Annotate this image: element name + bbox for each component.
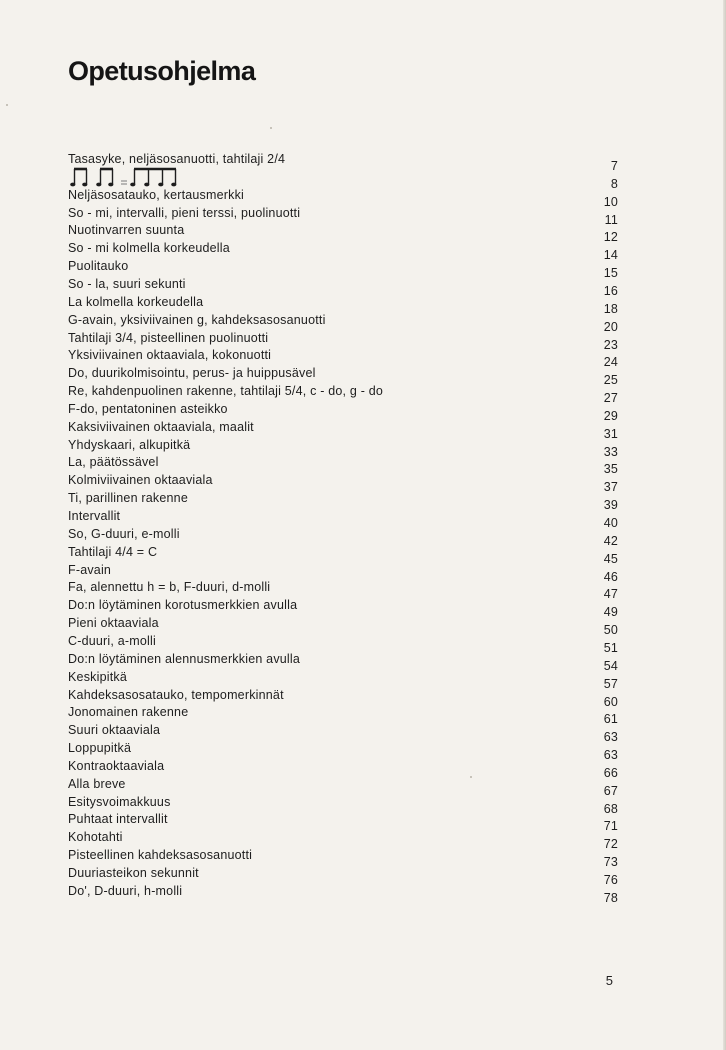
toc-entry xyxy=(0,721,726,745)
toc-entry-page: 76 xyxy=(603,873,618,887)
toc-entry-title: Puolitauko xyxy=(68,259,129,274)
toc-entry-title: Ti, parillinen rakenne xyxy=(68,491,188,506)
toc-entry-title: So - la, suuri sekunti xyxy=(68,276,186,291)
toc-entry xyxy=(0,150,726,173)
toc-entry xyxy=(0,864,726,887)
toc-entry xyxy=(0,596,726,620)
toc-entry-title: Intervallit xyxy=(68,509,121,523)
toc-entry-title: So - mi, intervalli, pieni terssi, puolinuotti xyxy=(68,205,301,220)
toc-entry-page: 35 xyxy=(603,462,618,477)
toc-entry-title: Kohotahti xyxy=(68,830,123,845)
toc-entry xyxy=(0,275,726,298)
toc-entry-title: Tahtilaji 4/4 = C xyxy=(68,544,158,559)
toc-entry xyxy=(0,382,726,406)
toc-entry xyxy=(0,204,726,227)
toc-entry xyxy=(0,614,726,638)
toc-entry-page: 46 xyxy=(603,569,618,584)
toc-entry xyxy=(0,489,726,513)
toc-entry xyxy=(0,846,726,870)
toc-entry xyxy=(0,525,726,548)
toc-entry-title: Kontraoktaaviala xyxy=(68,758,165,773)
toc-entry-page: 60 xyxy=(603,694,618,709)
toc-entry xyxy=(0,650,726,673)
toc-entry-title: Loppupitkä xyxy=(68,741,132,756)
toc-entry-title: Do, duurikolmisointu, perus- ja huippusävel xyxy=(68,366,316,381)
toc-entry-page: 50 xyxy=(603,623,618,638)
toc-entry-page: 10 xyxy=(603,194,618,209)
toc-entry-page: 73 xyxy=(603,855,618,870)
toc-entry-page: 33 xyxy=(603,444,618,459)
page-title: Opetusohjelma xyxy=(68,56,256,86)
toc-entry-page: 40 xyxy=(603,516,618,530)
toc-entry-page: 12 xyxy=(603,230,618,245)
toc-entry-page: 37 xyxy=(603,480,618,495)
toc-entry-title: Yhdyskaari, alkupitkä xyxy=(68,437,191,452)
toc-entry xyxy=(0,400,726,423)
toc-entry xyxy=(0,775,726,798)
toc-entry-page: 57 xyxy=(603,676,618,691)
toc-entry xyxy=(0,507,726,530)
paper-speck xyxy=(6,104,8,106)
toc-entry xyxy=(0,543,726,566)
toc-entry xyxy=(0,257,726,281)
toc-entry-title: Jonomainen rakenne xyxy=(68,705,189,720)
toc-entry-title: Tasasyke, neljäsosanuotti, tahtilaji 2/4 xyxy=(68,152,286,166)
toc-entry-title: So, G-duuri, e-molli xyxy=(68,526,180,541)
toc-entry-page: 11 xyxy=(604,212,618,227)
toc-entry-title: Kolmiviivainen oktaaviala xyxy=(68,473,213,488)
toc-entry-page: 29 xyxy=(603,408,618,423)
toc-entry xyxy=(0,346,726,370)
toc-entry xyxy=(0,793,726,816)
toc-entry-page: 24 xyxy=(603,355,618,370)
toc-entry-title: Yksiviivainen oktaaviala, kokonuotti xyxy=(68,348,272,363)
toc-entry-title: Do', D-duuri, h-molli xyxy=(68,883,183,898)
paper-speck xyxy=(270,127,272,129)
toc-entry-page: 51 xyxy=(603,640,618,655)
toc-entry-title: C-duuri, a-molli xyxy=(68,633,156,648)
toc-entry-page: 45 xyxy=(603,551,618,566)
toc-entry-title: Fa, alennettu h = b, F-duuri, d-molli xyxy=(68,580,271,595)
toc-entry-title: Alla breve xyxy=(68,776,126,791)
toc-entry-page: 67 xyxy=(603,783,618,798)
toc-entry-page: 15 xyxy=(603,266,618,281)
toc-entry xyxy=(0,739,726,763)
toc-entry xyxy=(0,703,726,727)
toc-entry-page: 49 xyxy=(603,605,618,620)
toc-entry-page: 61 xyxy=(603,712,618,727)
toc-entry-page: 68 xyxy=(603,801,618,816)
toc-entry-title: Tahtilaji 3/4, pisteellinen puolinuotti xyxy=(68,330,269,345)
toc-entry-page: 23 xyxy=(603,337,618,352)
toc-entry xyxy=(0,632,726,655)
toc-entry xyxy=(0,418,726,441)
toc-entry-title: F-do, pentatoninen asteikko xyxy=(68,401,228,416)
toc-entry-title: Esitysvoimakkuus xyxy=(68,794,171,809)
toc-entry-page: 7 xyxy=(610,159,618,173)
toc-entry-title: Keskipitkä xyxy=(68,669,127,684)
toc-entry-title: Suuri oktaaviala xyxy=(68,723,161,738)
toc-entry-title: Pisteellinen kahdeksasosanuotti xyxy=(68,848,253,863)
toc-entry xyxy=(0,329,726,352)
toc-entry-title: G-avain, yksiviivainen g, kahdeksasosanuotti xyxy=(68,312,326,327)
toc-entry-page: 78 xyxy=(603,890,618,905)
toc-entry-title: Duuriasteikon sekunnit xyxy=(68,866,199,880)
toc-entry-page: 66 xyxy=(603,765,618,780)
toc-entry xyxy=(0,221,726,245)
toc-entry-page: 71 xyxy=(603,819,618,834)
toc-entry-page: 72 xyxy=(603,837,618,852)
toc-entry-title: Neljäsosatauko, kertausmerkki xyxy=(68,187,245,202)
toc-entry-title: Do:n löytäminen korotusmerkkien avulla xyxy=(68,598,298,613)
toc-entry-title: Kahdeksasosatauko, tempomerkinnät xyxy=(68,687,284,702)
toc-entry-title: F-avain xyxy=(68,562,112,577)
toc-entry xyxy=(0,828,726,852)
toc-entry-page: 54 xyxy=(603,658,618,673)
toc-entry-page: 16 xyxy=(603,283,618,298)
paper-speck xyxy=(470,776,472,778)
toc-entry-page: 20 xyxy=(603,319,618,334)
toc-entry xyxy=(0,668,726,691)
toc-entry-title: Nuotinvarren suunta xyxy=(68,223,185,238)
toc-entry-title: Pieni oktaaviala xyxy=(68,616,159,631)
rhythm-notation-icon xyxy=(70,167,182,189)
toc-entry xyxy=(0,561,726,584)
toc-entry xyxy=(0,810,726,834)
toc-entry xyxy=(0,293,726,316)
toc-entry-page: 27 xyxy=(603,391,618,406)
toc-entry xyxy=(0,578,726,602)
toc-entry-page: 63 xyxy=(603,748,618,763)
toc-entry xyxy=(0,239,726,263)
toc-entry-title: Kaksiviivainen oktaaviala, maalit xyxy=(68,419,254,434)
toc-entry xyxy=(0,311,726,334)
toc-entry-page: 39 xyxy=(603,498,618,513)
toc-entry xyxy=(0,757,726,780)
toc-entry-page: 63 xyxy=(603,730,618,745)
toc-entry xyxy=(0,686,726,709)
toc-entry-title: Puhtaat intervallit xyxy=(68,812,168,827)
toc-entry-page: 47 xyxy=(603,587,618,602)
toc-entry-title: So - mi kolmella korkeudella xyxy=(68,241,230,256)
toc-entry-page: 31 xyxy=(603,426,618,441)
toc-entry xyxy=(0,436,726,459)
toc-entry-page: 25 xyxy=(603,373,618,388)
toc-entry xyxy=(0,882,726,905)
toc-entry-page: 18 xyxy=(603,301,618,316)
toc-entry-title: La kolmella korkeudella xyxy=(68,294,204,309)
toc-entry-title: Re, kahdenpuolinen rakenne, tahtilaji 5/4, c - do, g - do xyxy=(68,384,384,399)
page-number: 5 xyxy=(605,973,613,988)
toc-entry-title: Do:n löytäminen alennusmerkkien avulla xyxy=(68,651,301,666)
toc-entry xyxy=(0,453,726,477)
toc-entry-page: 14 xyxy=(603,248,618,263)
toc-entry-page: 42 xyxy=(603,533,618,548)
toc-entry-page: 8 xyxy=(610,176,618,191)
toc-entry-title: La, päätössävel xyxy=(68,455,159,470)
toc-entry xyxy=(0,471,726,495)
toc-entry xyxy=(0,364,726,388)
